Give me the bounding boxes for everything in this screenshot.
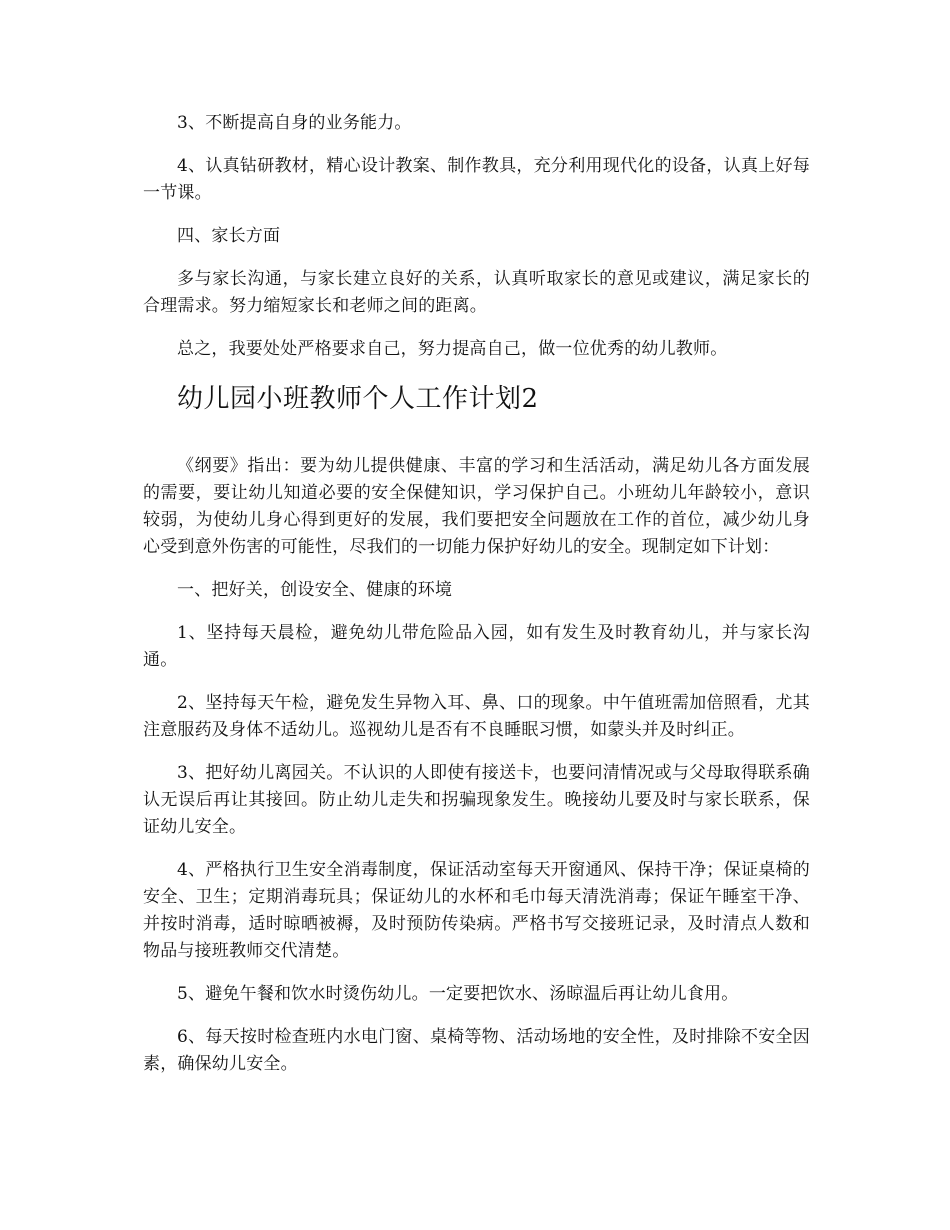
document-page [143, 110, 810, 1094]
paragraph: 4、严格执行卫生安全消毒制度，保证活动室每天开窗通风、保持干净；保证桌椅的安全、卫生；定期消毒玩具；保证幼儿的水杯和毛巾每天清洗消毒；保证午睡室干净、并按时消毒，适时晾晒被褥，及时预防传染病。严格书写交接班记录，及时清点人数和物品与接班教师交代清楚。 [143, 860, 810, 961]
paragraph-subheading: 一、把好关，创设安全、健康的环境 [177, 580, 453, 600]
paragraph: 3、不断提高自身的业务能力。 [177, 113, 412, 133]
paragraph: 多与家长沟通，与家长建立良好的关系，认真听取家长的意见或建议，满足家长的合理需求。努力缩短家长和老师之间的距离。 [143, 269, 810, 316]
paragraph: 5、避免午餐和饮水时烫伤幼儿。一定要把饮水、汤晾温后再让幼儿食用。 [177, 984, 739, 1004]
paragraph: 2、坚持每天午检，避免发生异物入耳、鼻、口的现象。中午值班需加倍照看，尤其注意服药及身体不适幼儿。巡视幼儿是否有不良睡眠习惯，如蒙头并及时纠正。 [143, 693, 810, 740]
paragraph-subheading: 四、家长方面 [177, 226, 281, 246]
paragraph: 1、坚持每天晨检，避免幼儿带危险品入园，如有发生及时教育幼儿，并与家长沟通。 [143, 623, 810, 670]
paragraph: 总之，我要处处严格要求自己，努力提高自己，做一位优秀的幼儿教师。 [177, 339, 728, 359]
paragraph: 6、每天按时检查班内水电门窗、桌椅等物、活动场地的安全性，及时排除不安全因素，确保幼儿安全。 [143, 1027, 810, 1074]
paragraph: 《纲要》指出：要为幼儿提供健康、丰富的学习和生活活动，满足幼儿各方面发展的需要，要让幼儿知道必要的安全保健知识，学习保护自己。小班幼儿年龄较小，意识较弱，为使幼儿身心得到更好的发展，我们要把安全问题放在工作的首位，减少幼儿身心受到意外伤害的可能性，尽我们的一切能力保护好幼儿的安全。现制定如下计划： [143, 456, 810, 557]
paragraph: 4、认真钻研教材，精心设计教案、制作教具，充分利用现代化的设备，认真上好每一节课。 [143, 156, 810, 203]
section-title: 幼儿园小班教师个人工作计划2 [177, 384, 539, 414]
paragraph: 3、把好幼儿离园关。不认识的人即使有接送卡，也要问清情况或与父母取得联系确认无误后再让其接回。防止幼儿走失和拐骗现象发生。晚接幼儿要及时与家长联系，保证幼儿安全。 [143, 763, 810, 837]
